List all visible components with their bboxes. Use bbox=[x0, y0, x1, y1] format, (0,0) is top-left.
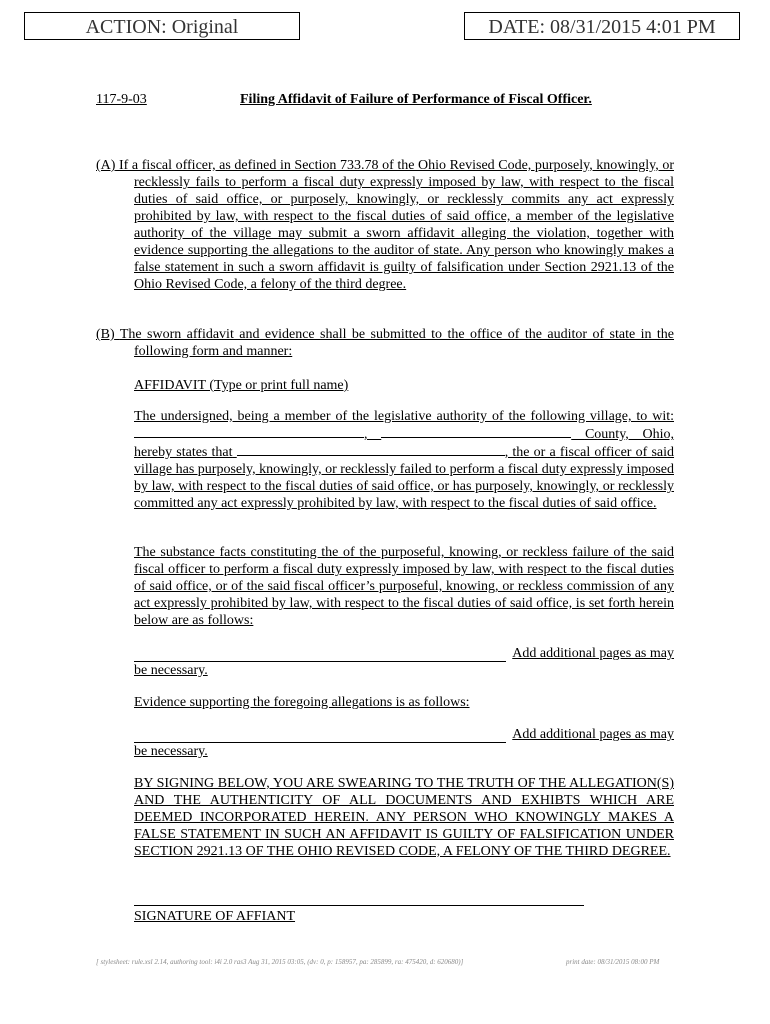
paragraph-b-text: The sworn affidavit and evidence shall be submitted to the office of the auditor of state in the following form and manner: bbox=[119, 327, 675, 359]
details-continuation: be necessary. bbox=[134, 663, 208, 678]
footer-print-date: print date: 08/31/2015 08:00 PM bbox=[566, 958, 660, 966]
details-entry bbox=[134, 645, 674, 679]
affidavit-the-or-a: , the or a bbox=[504, 445, 556, 460]
evidence-label: Evidence supporting the foregoing allegations is as follows: bbox=[134, 695, 470, 710]
substance-paragraph: The substance facts constituting the of the purposeful, knowing, or reckless failure of the said fiscal officer to perform a fiscal duty expressly imposed by law, with respect to the fiscal duties of said office, or of the said fiscal officer’s purposeful, knowing, or reckless commission of any act expressly prohibited by law, with respect to the fiscal duties of said office, is set forth herein below are as follows: bbox=[134, 545, 674, 628]
paragraph-b-marker: (B) bbox=[96, 327, 115, 342]
paragraph-a bbox=[96, 157, 674, 293]
affidavit-comma: , bbox=[364, 427, 368, 442]
affidavit-body bbox=[134, 408, 674, 512]
affidavit-heading: AFFIDAVIT (Type or print full name) bbox=[134, 378, 349, 393]
affidavit-rest: fiscal officer of said village has purposely, knowingly, or recklessly failed to perform a fiscal duty expressly imposed by law, with respect to the fiscal duties of said office, or has purposely, knowingly, or recklessly committed any act expressly prohibited by law, with respect to the fiscal duties of said office. bbox=[134, 445, 675, 511]
signature-line[interactable] bbox=[134, 905, 584, 906]
section-title: Filing Affidavit of Failure of Performance of Fiscal Officer. bbox=[240, 92, 592, 107]
fiscal-officer-name-blank[interactable] bbox=[237, 443, 505, 456]
affidavit-intro: The undersigned, being a member of the legislative authority of the following village, to wit: bbox=[134, 409, 674, 424]
evidence-continuation: be necessary. bbox=[134, 744, 208, 759]
footer-metadata: [ stylesheet: rule.xsl 2.14, authoring tool: i4i 2.0 ras3 Aug 31, 2015 03:05, (dv: 0, p: 158957, pa: 285899, ra: 475420, d: 620680)] bbox=[96, 958, 464, 966]
signature-label: SIGNATURE OF AFFIANT bbox=[134, 909, 296, 924]
village-name-blank-2[interactable] bbox=[381, 425, 571, 438]
action-field: ACTION: Original bbox=[24, 12, 300, 40]
evidence-suffix: Add additional pages as may bbox=[512, 727, 674, 742]
affidavit-county-text: County, Ohio, hereby states that bbox=[134, 427, 675, 460]
section-number: 117-9-03 bbox=[96, 92, 147, 107]
evidence-entry bbox=[134, 726, 674, 760]
paragraph-a-marker: (A) bbox=[96, 158, 116, 173]
signing-warning: BY SIGNING BELOW, YOU ARE SWEARING TO THE TRUTH OF THE ALLEGATION(S) AND THE AUTHENTICITY OF ALL DOCUMENTS AND EXHIBTS WHICH ARE DEEMED INCORPORATED HEREIN. ANY PERSON WHO KNOWINGLY MAKES A FALSE STATEMENT IN SUCH AN AFFIDAVIT IS GUILTY OF FALSIFICATION UNDER SECTION 2921.13 OF THE OHIO REVISED CODE, A FELONY OF THE THIRD DEGREE. bbox=[134, 776, 674, 859]
paragraph-b bbox=[96, 326, 675, 360]
evidence-blank[interactable] bbox=[134, 729, 506, 743]
date-field: DATE: 08/31/2015 4:01 PM bbox=[464, 12, 740, 40]
village-name-blank[interactable] bbox=[134, 425, 364, 438]
paragraph-a-text: If a fiscal officer, as defined in Section 733.78 of the Ohio Revised Code, purposely, knowingly, or recklessly fails to perform a fiscal duty expressly imposed by law, with respect to the fiscal duties of said office, or purposely, knowingly, or recklessly commits any act expressly prohibited by law, with respect to the fiscal duties of said office, a member of the legislative authority of the village may submit a sworn affidavit alleging the violation, together with evidence supporting the allegations to the auditor of state. Any person who knowingly makes a false statement in such a sworn affidavit is guilty of falsification under Section 2921.13 of the Ohio Revised Code, a felony of the third degree. bbox=[119, 158, 674, 292]
details-blank[interactable] bbox=[134, 648, 506, 662]
details-suffix: Add additional pages as may bbox=[512, 646, 674, 661]
